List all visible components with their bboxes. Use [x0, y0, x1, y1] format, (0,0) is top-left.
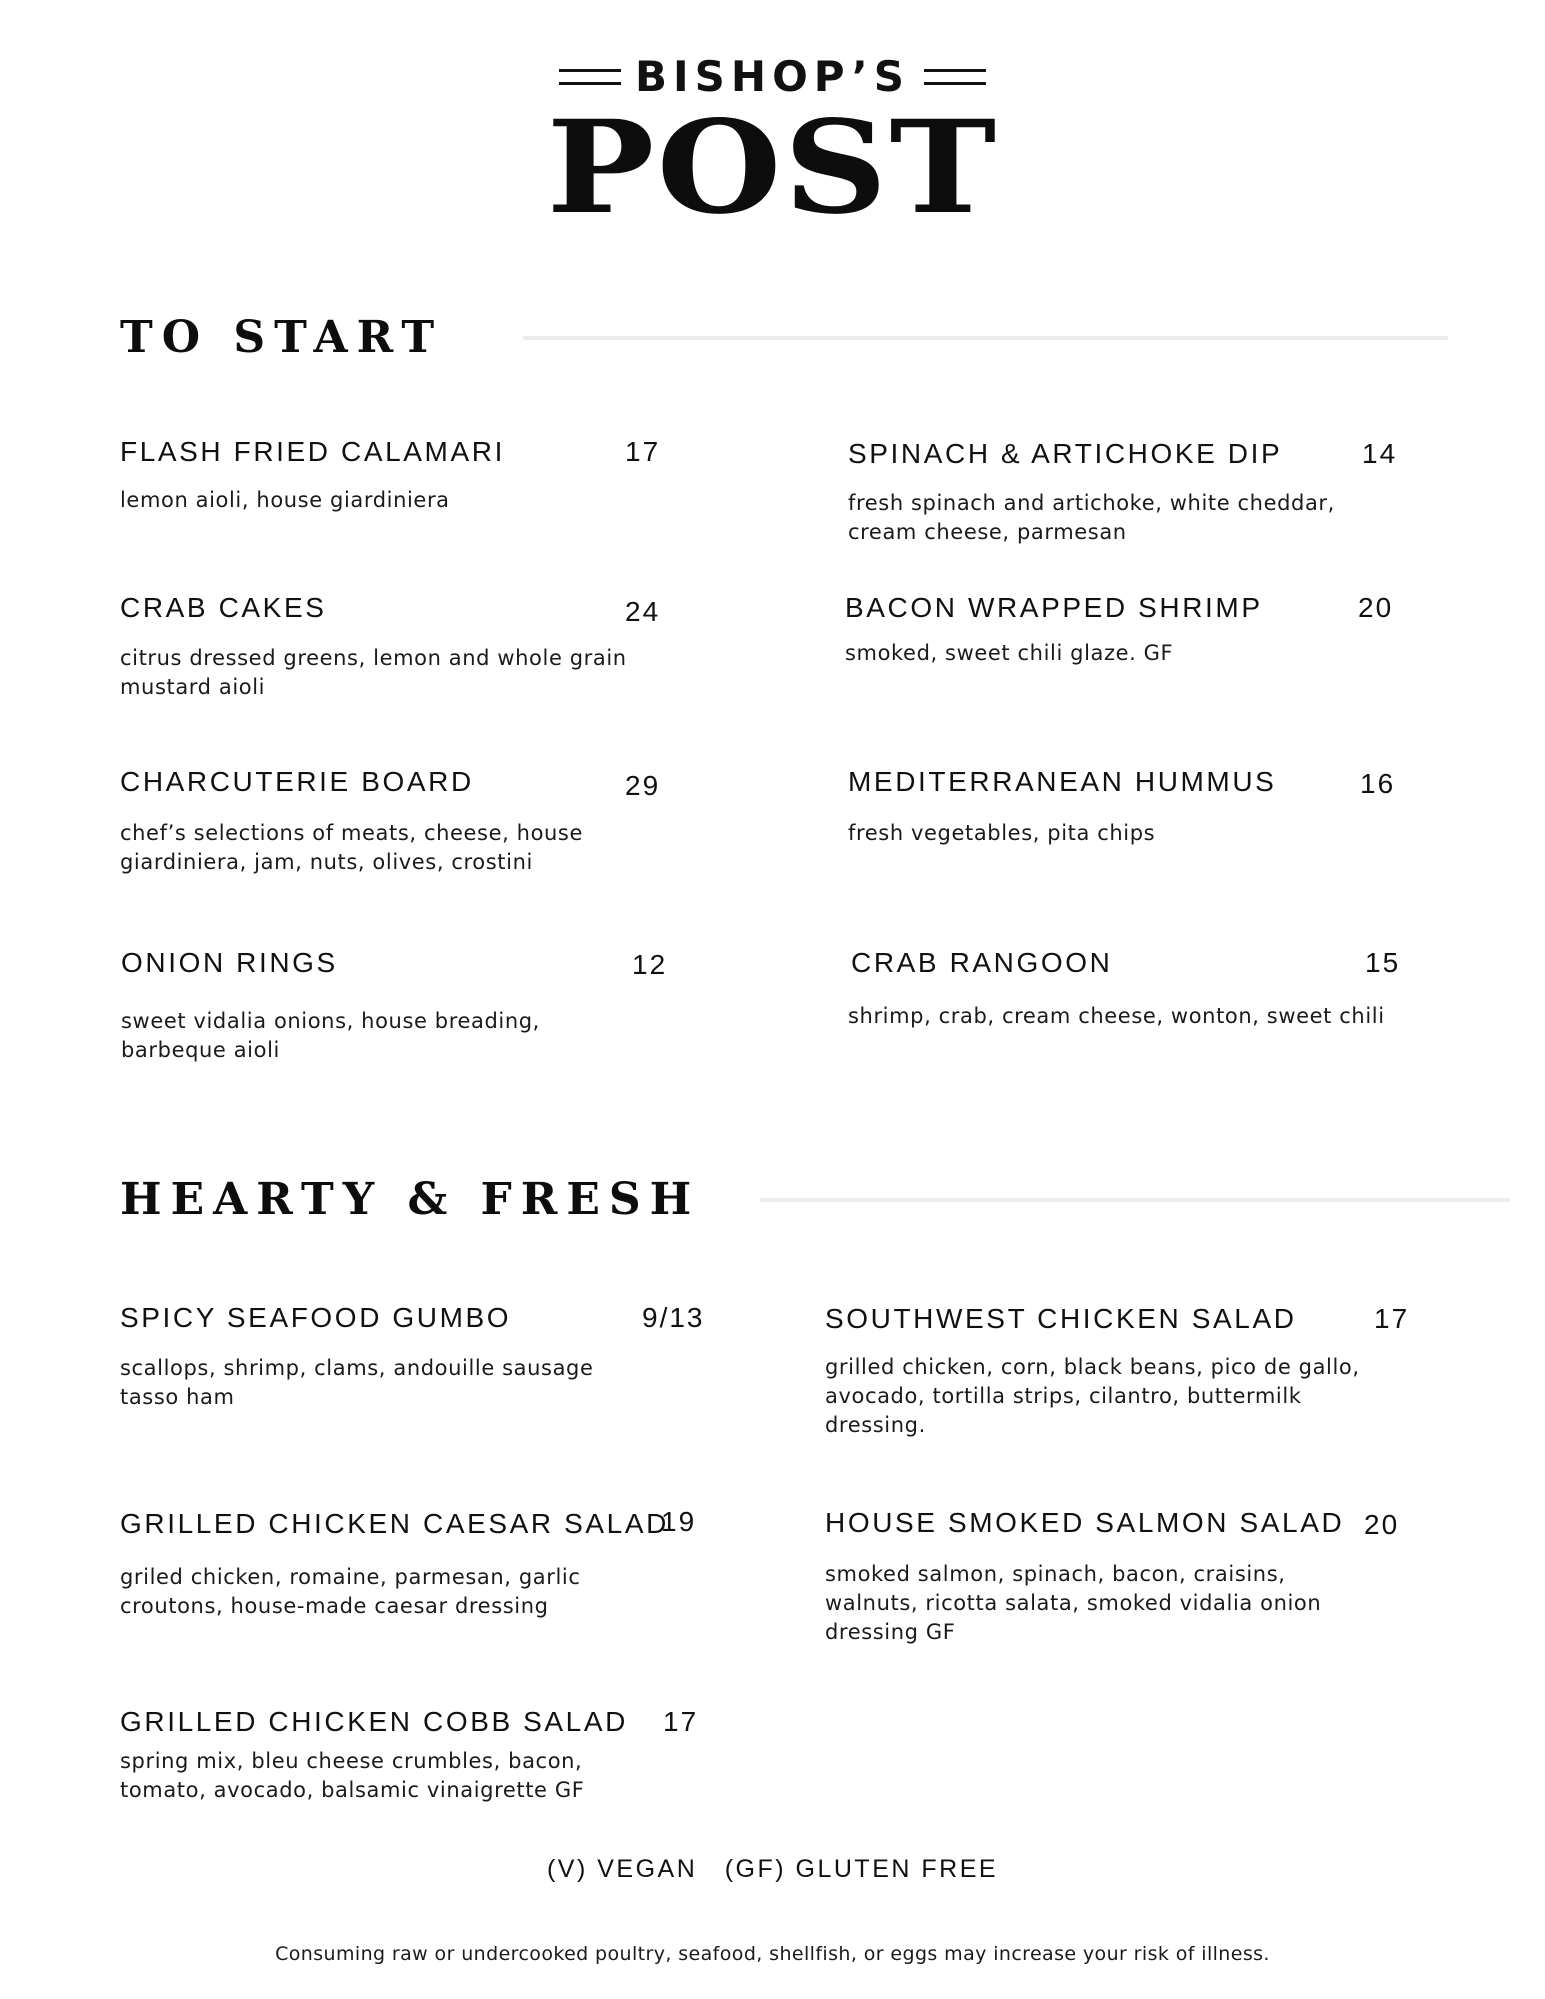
item-description: smoked, sweet chili glaze. GF	[845, 641, 1174, 665]
item-price: 12	[632, 949, 668, 980]
item-name: HOUSE SMOKED SALMON SALAD	[825, 1507, 1345, 1538]
item-price: 17	[625, 436, 661, 467]
item-price: 17	[663, 1706, 699, 1737]
item-price: 29	[625, 770, 661, 801]
item-description: sweet vidalia onions, house breading, barbeque aioli	[121, 1009, 540, 1062]
restaurant-logo	[0, 52, 1545, 243]
item-price: 20	[1364, 1509, 1400, 1540]
item-price: 14	[1362, 438, 1398, 469]
item-price: 15	[1365, 947, 1401, 978]
item-name: BACON WRAPPED SHRIMP	[845, 592, 1263, 623]
section-heading-to-start	[120, 312, 1448, 363]
item-description: citrus dressed greens, lemon and whole grain mustard aioli	[120, 646, 627, 699]
item-description: shrimp, crab, cream cheese, wonton, sweet chili	[848, 1004, 1385, 1028]
item-name: GRILLED CHICKEN COBB SALAD	[120, 1706, 628, 1737]
health-disclaimer: Consuming raw or undercooked poultry, seafood, shellfish, or eggs may increase your risk of illness.	[275, 1943, 1270, 1965]
item-name: SPICY SEAFOOD GUMBO	[120, 1302, 512, 1333]
item-price: 9/13	[642, 1302, 705, 1333]
section-title: TO START	[120, 312, 444, 363]
legend-vegan: (V) VEGAN	[546, 1855, 698, 1883]
section-divider	[523, 336, 1448, 340]
item-price: 17	[1374, 1303, 1410, 1334]
logo-subtitle: BISHOP’S	[635, 52, 910, 101]
item-name: CRAB CAKES	[120, 592, 327, 623]
item-name: FLASH FRIED CALAMARI	[120, 436, 505, 467]
item-name: SOUTHWEST CHICKEN SALAD	[825, 1303, 1297, 1334]
item-price: 19	[661, 1506, 697, 1537]
item-description: chef’s selections of meats, cheese, house giardiniera, jam, nuts, olives, crostini	[120, 821, 583, 874]
item-description: spring mix, bleu cheese crumbles, bacon, tomato, avocado, balsamic vinaigrette GF	[120, 1749, 585, 1802]
item-description: smoked salmon, spinach, bacon, craisins, walnuts, ricotta salata, smoked vidalia onion dressing GF	[825, 1562, 1322, 1644]
item-description: fresh vegetables, pita chips	[848, 821, 1156, 845]
logo-right-rule	[924, 69, 986, 85]
item-name: CHARCUTERIE BOARD	[120, 766, 474, 797]
legend-gluten-free: (GF) GLUTEN FREE	[724, 1855, 999, 1883]
item-price: 20	[1358, 592, 1394, 623]
item-name: CRAB RANGOON	[851, 947, 1113, 978]
item-name: SPINACH & ARTICHOKE DIP	[848, 438, 1283, 469]
item-name: GRILLED CHICKEN CAESAR SALAD	[120, 1508, 669, 1539]
logo-title: POST	[546, 93, 999, 243]
item-description: grilled chicken, corn, black beans, pico de gallo, avocado, tortilla strips, cilantro, buttermilk dressing.	[825, 1355, 1360, 1437]
section-title: HEARTY & FRESH	[120, 1174, 701, 1225]
item-description: fresh spinach and artichoke, white cheddar, cream cheese, parmesan	[848, 491, 1335, 544]
item-description: lemon aioli, house giardiniera	[120, 488, 450, 512]
item-name: MEDITERRANEAN HUMMUS	[848, 766, 1277, 797]
item-price: 16	[1360, 768, 1396, 799]
dietary-legend	[0, 1855, 1545, 1884]
logo-left-rule	[559, 69, 621, 85]
section-divider	[760, 1198, 1510, 1202]
item-description: griled chicken, romaine, parmesan, garlic croutons, house-made caesar dressing	[120, 1565, 581, 1618]
item-price: 24	[625, 596, 661, 627]
item-description: scallops, shrimp, clams, andouille sausage tasso ham	[120, 1356, 594, 1409]
item-name: ONION RINGS	[121, 947, 338, 978]
section-heading-hearty-fresh	[120, 1174, 1510, 1225]
